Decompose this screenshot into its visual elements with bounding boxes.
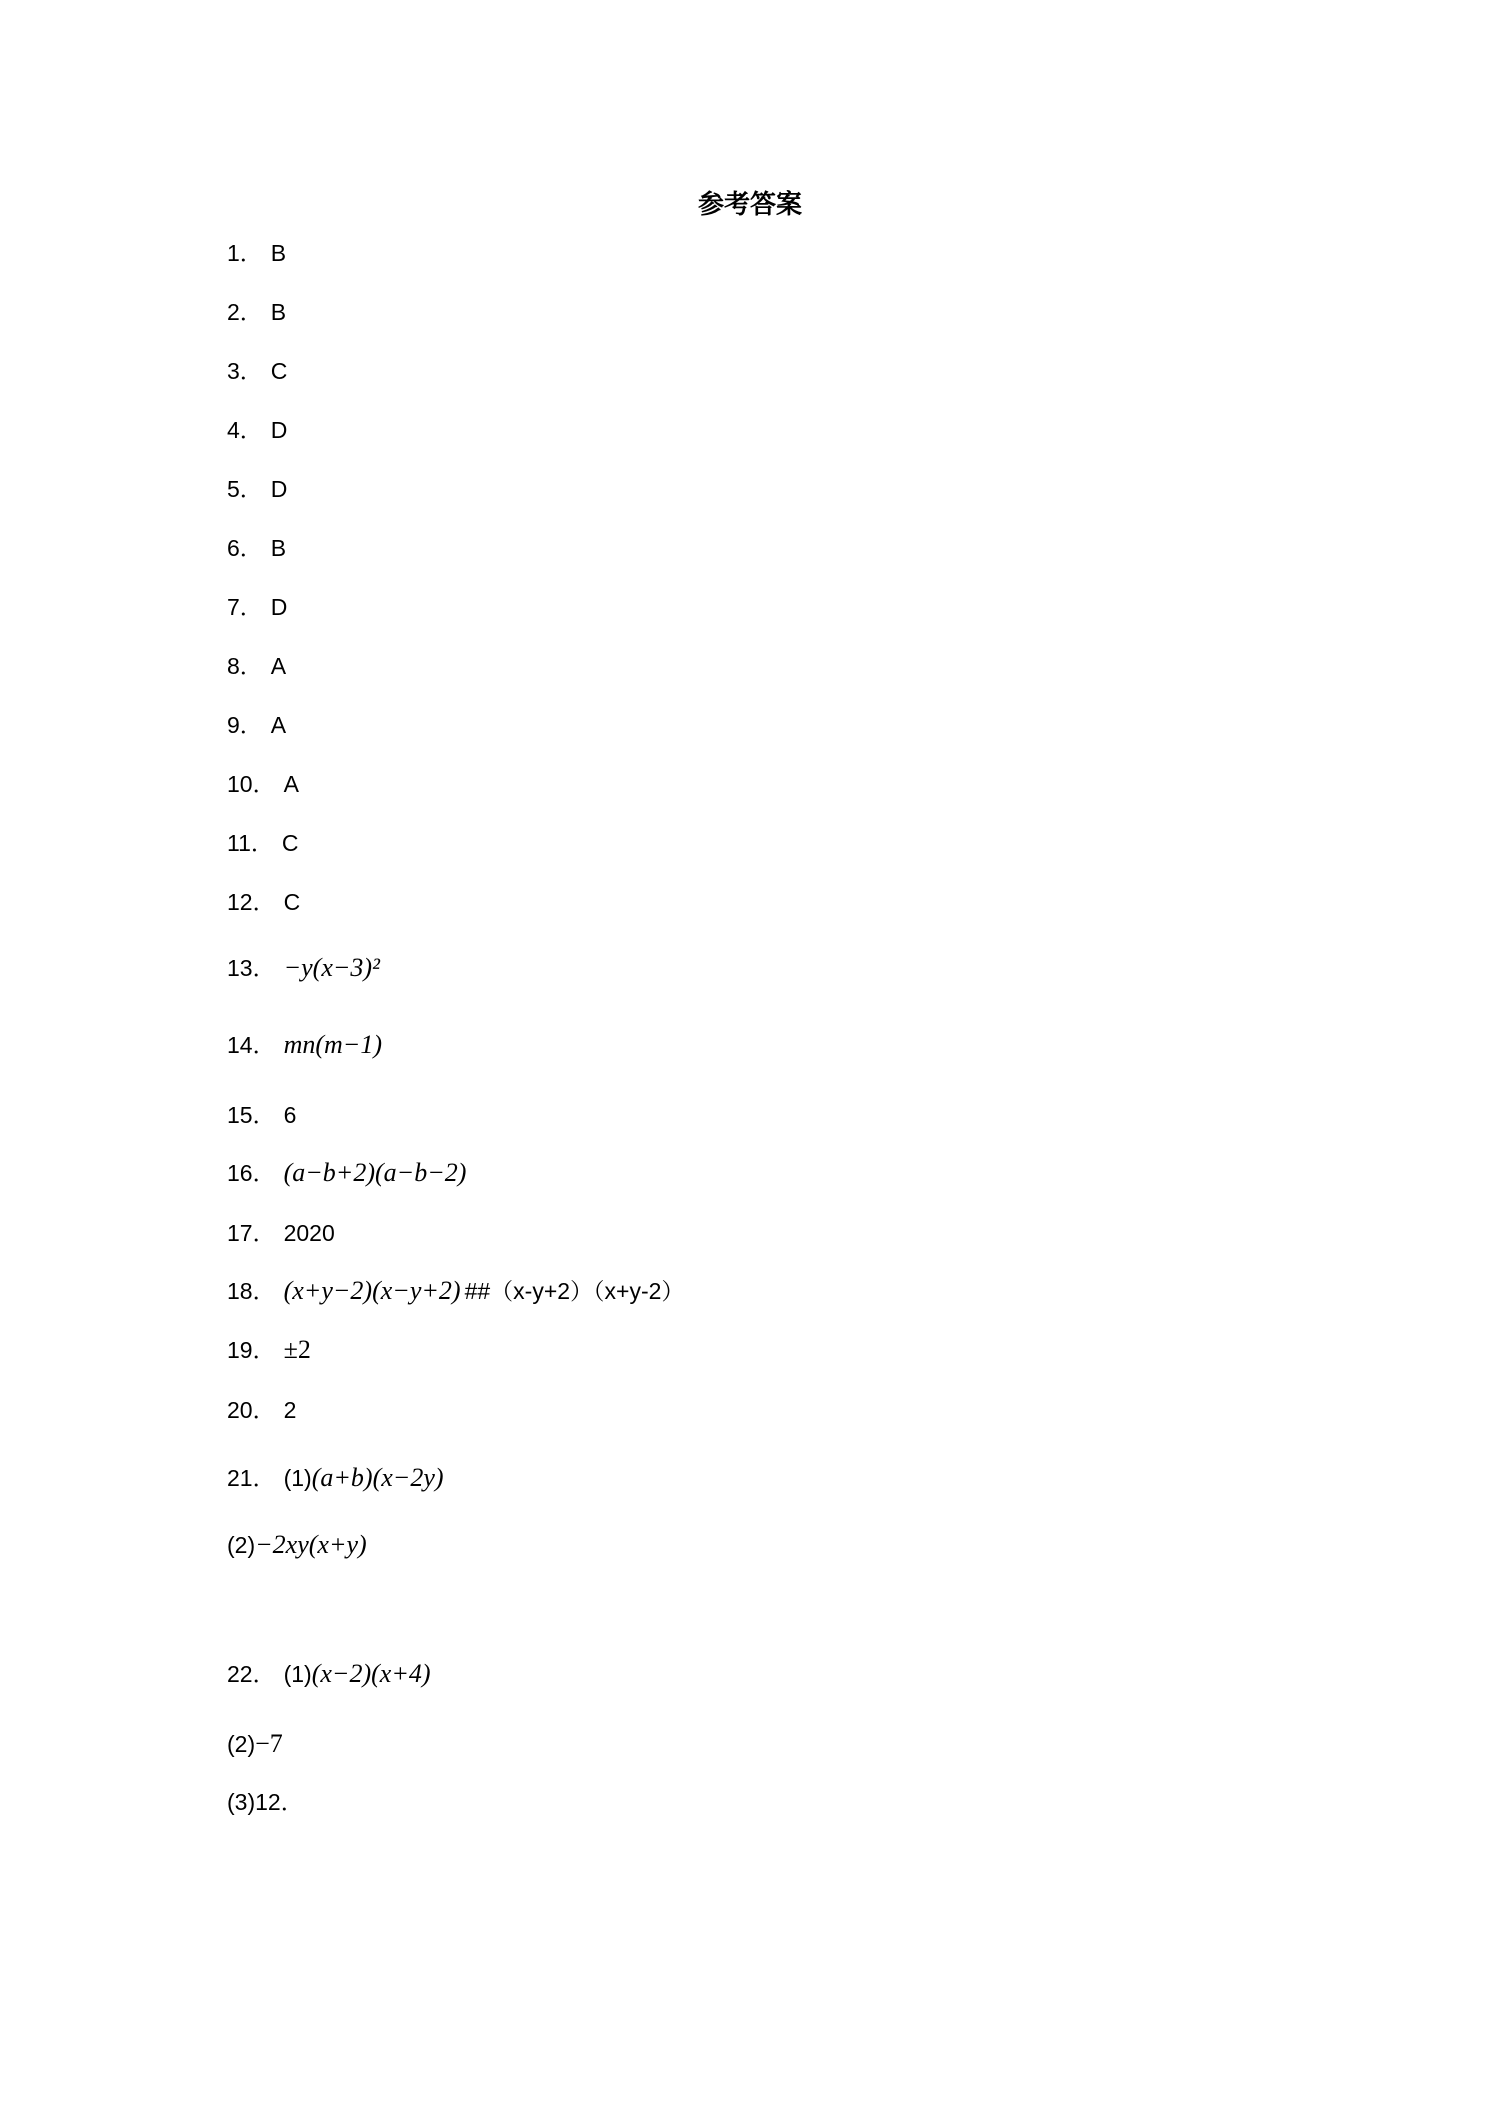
question-number: 19．: [227, 1337, 276, 1363]
answer-formula: (x+y−2)(x−y+2): [283, 1276, 461, 1305]
answer-10: [227, 769, 299, 799]
answer-value: C: [270, 358, 288, 384]
answer-17: [227, 1218, 335, 1248]
question-number: 12．: [227, 889, 276, 915]
question-number: 6．: [227, 535, 263, 561]
answer-13: [227, 953, 380, 983]
answer-formula: −7: [255, 1729, 283, 1758]
answer-11: [227, 828, 299, 858]
question-number: 5．: [227, 476, 263, 502]
answer-16: [227, 1158, 466, 1188]
answer-formula: mn(m−1): [283, 1030, 383, 1059]
question-number: 9．: [227, 712, 263, 738]
part-label: (1): [283, 1465, 312, 1491]
answer-22-part-3: [227, 1787, 304, 1817]
answer-4: [227, 415, 287, 445]
answer-7: [227, 592, 287, 622]
question-number: 2．: [227, 299, 263, 325]
answer-formula: −2xy(x+y): [255, 1530, 367, 1559]
answer-9: [227, 710, 286, 740]
answer-formula: (a+b)(x−2y): [311, 1463, 444, 1492]
answer-6: [227, 533, 286, 563]
question-number: 20．: [227, 1397, 276, 1423]
answer-value: B: [270, 240, 287, 266]
answer-value: D: [270, 594, 288, 620]
answer-formula: (a−b+2)(a−b−2): [283, 1158, 467, 1187]
answer-value: C: [281, 830, 299, 856]
answer-value: 12．: [255, 1789, 304, 1815]
page-title: 参考答案: [697, 190, 802, 220]
question-number: 8．: [227, 653, 263, 679]
answer-value: B: [270, 535, 287, 561]
answer-15: [227, 1100, 296, 1130]
answer-14: [227, 1030, 382, 1060]
answer-21-part-1: [227, 1463, 444, 1493]
question-number: 14．: [227, 1032, 276, 1058]
question-number: 10．: [227, 771, 276, 797]
answer-3: [227, 356, 287, 386]
answer-22-part-1: [227, 1659, 431, 1689]
answer-2: [227, 297, 286, 327]
question-number: 22．: [227, 1661, 276, 1687]
answer-value: 6: [283, 1102, 297, 1128]
answer-formula: ±2: [283, 1335, 311, 1364]
answer-value: A: [270, 653, 287, 679]
answer-value: 2020: [283, 1220, 335, 1246]
question-number: 11．: [227, 830, 274, 856]
answer-1: [227, 238, 286, 268]
question-number: 7．: [227, 594, 263, 620]
question-number: 15．: [227, 1102, 276, 1128]
answer-formula: (x−2)(x+4): [311, 1659, 431, 1688]
answer-value: 2: [283, 1397, 297, 1423]
question-number: 4．: [227, 417, 263, 443]
part-label: (2): [227, 1532, 256, 1558]
question-number: 16．: [227, 1160, 276, 1186]
part-label: (1): [283, 1661, 312, 1687]
answer-value: D: [270, 476, 288, 502]
answer-22-part-2: [227, 1729, 283, 1759]
answer-18: [227, 1276, 684, 1306]
answer-5: [227, 474, 287, 504]
answer-value: A: [270, 712, 287, 738]
question-number: 3．: [227, 358, 263, 384]
answer-value: C: [283, 889, 301, 915]
answer-20: [227, 1395, 296, 1425]
answer-12: [227, 887, 300, 917]
answer-value: A: [283, 771, 299, 797]
answer-21-part-2: [227, 1530, 367, 1560]
answer-value: B: [270, 299, 287, 325]
answer-formula: −y(x−3)²: [283, 953, 380, 982]
answer-8: [227, 651, 286, 681]
part-label: (2): [227, 1731, 256, 1757]
question-number: 13．: [227, 955, 276, 981]
question-number: 21．: [227, 1465, 276, 1491]
part-label: (3): [227, 1789, 256, 1815]
question-number: 18．: [227, 1278, 276, 1304]
question-number: 1．: [227, 240, 263, 266]
answer-alternate: ##（x-y+2）（x+y-2）: [464, 1278, 685, 1304]
question-number: 17．: [227, 1220, 276, 1246]
answer-19: [227, 1335, 311, 1365]
answer-value: D: [270, 417, 288, 443]
